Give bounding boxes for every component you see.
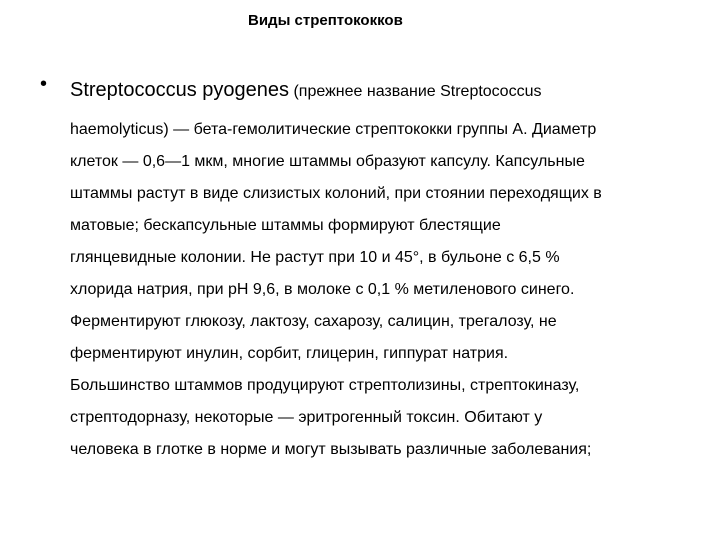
slide-title: Виды стрептококков	[248, 12, 403, 29]
text-line: хлорида натрия, при рН 9,6, в молоке с 0,1 % метиленового синего.	[70, 281, 575, 298]
text-line: Ферментируют глюкозу, лактозу, сахарозу, салицин, трегалозу, не	[70, 313, 557, 330]
text-line: стрептодорназу, некоторые — эритрогенный токсин. Обитают у	[70, 409, 543, 426]
text-line: клеток — 0,6—1 мкм, многие штаммы образуют капсулу. Капсульные	[70, 153, 585, 170]
text-line	[70, 66, 710, 114]
text-line: haemolyticus) — бета-гемолитические стрептококки группы А. Диаметр	[70, 121, 597, 138]
text-line: матовые; бескапсульные штаммы формируют блестящие	[70, 217, 501, 234]
text-line: глянцевидные колонии. Не растут при 10 и 45°, в бульоне с 6,5 %	[70, 249, 560, 266]
text-line: человека в глотке в норме и могут вызывать различные заболевания;	[70, 441, 592, 458]
text-line: Большинство штаммов продуцируют стрептолизины, стрептокиназу,	[70, 377, 580, 394]
species-name: Streptococcus pyogenes	[70, 79, 290, 101]
text-line: ферментируют инулин, сорбит, глицерин, гиппурат натрия.	[70, 345, 509, 362]
text-line: штаммы растут в виде слизистых колоний, при стоянии переходящих в	[70, 185, 602, 202]
bullet-marker: •	[40, 73, 48, 95]
bullet-paragraph	[70, 66, 710, 466]
line-text: (прежнее название Streptococcus	[289, 83, 542, 100]
